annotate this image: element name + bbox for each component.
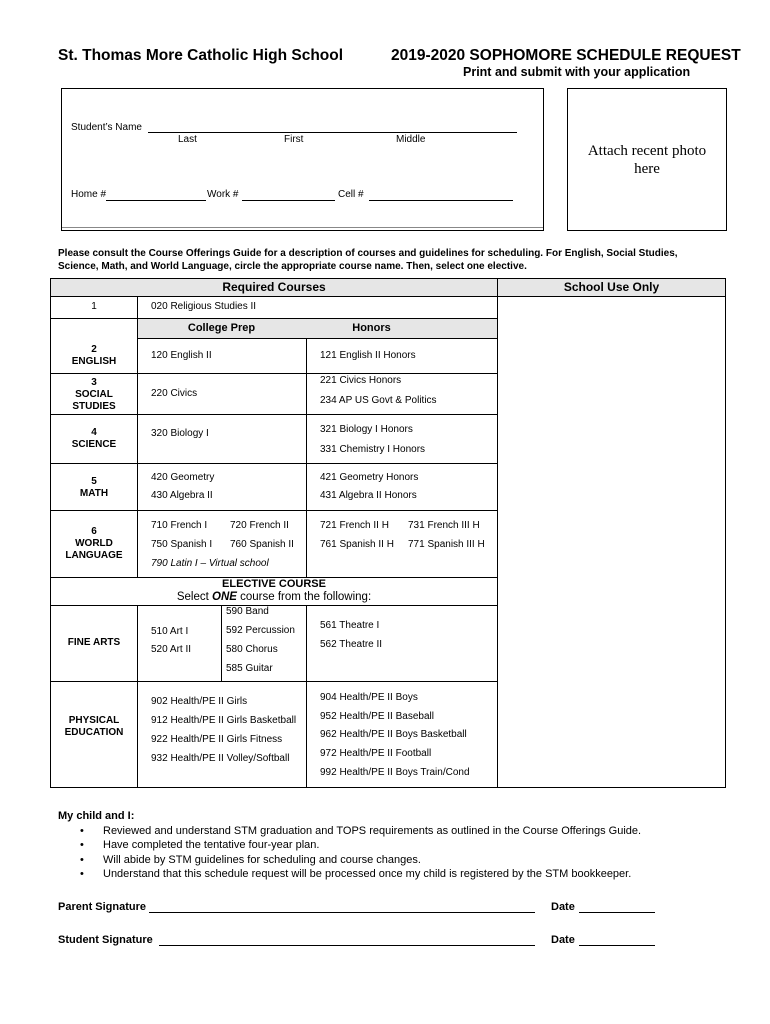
science-category: 4 SCIENCE: [71, 427, 117, 450]
language-honors-course[interactable]: 761 Spanish II H: [320, 539, 394, 550]
student-date-label: Date: [551, 934, 575, 946]
agreement-item: • Have completed the tentative four-year plan.: [80, 838, 641, 852]
honors-header: Honors: [352, 322, 391, 334]
elective-title: ELECTIVE COURSE: [222, 578, 326, 590]
row-line: [50, 414, 498, 415]
first-label: First: [284, 134, 304, 145]
pe-boys-course[interactable]: 952 Health/PE II Baseball: [320, 711, 434, 722]
language-honors-course[interactable]: 731 French III H: [408, 520, 480, 531]
fine-arts-course[interactable]: 590 Band: [226, 606, 269, 617]
physical-education-category: PHYSICAL EDUCATION: [64, 715, 124, 738]
student-signature-field[interactable]: [159, 945, 535, 946]
fine-arts-course[interactable]: 520 Art II: [151, 644, 192, 655]
row-line: [50, 373, 498, 374]
fine-arts-course[interactable]: 580 Chorus: [226, 644, 278, 655]
home-phone-label: Home #: [71, 189, 107, 200]
fine-arts-course[interactable]: 561 Theatre I: [320, 620, 380, 631]
social-studies-category: 3 SOCIAL STUDIES: [72, 377, 116, 412]
english-honors-course[interactable]: 121 English II Honors: [320, 350, 416, 361]
parent-date-field[interactable]: [579, 912, 655, 913]
row-line: [50, 318, 498, 319]
fine-arts-course[interactable]: 562 Theatre II: [320, 639, 383, 650]
pe-boys-course[interactable]: 962 Health/PE II Boys Basketball: [320, 729, 467, 740]
college-prep-header: College Prep: [187, 322, 256, 334]
parent-date-label: Date: [551, 901, 575, 913]
elective-instruction-pre: Select: [176, 591, 212, 603]
fine-arts-category: FINE ARTS: [67, 637, 121, 648]
row-line: [50, 605, 498, 606]
fine-arts-course[interactable]: 510 Art I: [151, 626, 189, 637]
elective-instruction-one: ONE: [212, 591, 237, 603]
divider: [62, 227, 543, 228]
pe-boys-course[interactable]: 992 Health/PE II Boys Train/Cond: [320, 767, 470, 778]
science-honors-course-1[interactable]: 321 Biology I Honors: [320, 424, 413, 435]
elective-instruction-post: course from the following:: [236, 591, 372, 603]
work-phone-label: Work #: [207, 189, 239, 200]
social-cp-course[interactable]: 220 Civics: [151, 388, 198, 399]
world-language-category: 6 WORLD LANGUAGE: [65, 526, 123, 561]
language-honors-course[interactable]: 771 Spanish III H: [408, 539, 485, 550]
language-cp-course[interactable]: 760 Spanish II: [230, 539, 294, 550]
language-honors-course[interactable]: 721 French II H: [320, 520, 389, 531]
last-label: Last: [178, 134, 197, 145]
row-line: [50, 681, 498, 682]
language-cp-course[interactable]: 720 French II: [230, 520, 289, 531]
form-subtitle: Print and submit with your application: [463, 65, 691, 79]
fine-arts-course[interactable]: 585 Guitar: [226, 663, 273, 674]
middle-label: Middle: [396, 134, 426, 145]
school-use-header: School Use Only: [563, 280, 660, 294]
home-phone-field[interactable]: [106, 200, 206, 201]
photo-box: Attach recent photo here: [567, 88, 727, 231]
student-name-label: Student’s Name: [71, 122, 142, 133]
school-name: St. Thomas More Catholic High School: [58, 47, 344, 64]
cell-phone-label: Cell #: [338, 189, 364, 200]
table-border-top: [50, 278, 726, 279]
table-border-bottom: [50, 787, 726, 788]
row-line: [50, 296, 726, 297]
math-cp-course-2[interactable]: 430 Algebra II: [151, 490, 213, 501]
agreement-item: • Reviewed and understand STM graduation and TOPS requirements as outlined in the Course Offerings Guide.: [80, 824, 641, 838]
table-border-right: [725, 278, 726, 788]
math-honors-course-1[interactable]: 421 Geometry Honors: [320, 472, 419, 483]
required-courses-header: Required Courses: [222, 280, 326, 294]
social-honors-course-2[interactable]: 234 AP US Govt & Politics: [320, 395, 437, 406]
english-cp-course[interactable]: 120 English II: [151, 350, 212, 361]
english-category: 2 ENGLISH: [71, 344, 117, 367]
agreement-title: My child and I:: [58, 810, 135, 822]
language-cp-course-latin[interactable]: 790 Latin I – Virtual school: [151, 558, 269, 569]
music-theatre-separator: [306, 605, 307, 787]
parent-signature-label: Parent Signature: [58, 901, 147, 913]
religion-number: 1: [91, 301, 97, 312]
school-use-separator: [497, 278, 498, 788]
art-music-separator: [221, 605, 222, 681]
row-line: [50, 463, 498, 464]
pe-boys-course[interactable]: 904 Health/PE II Boys: [320, 692, 418, 703]
agreement-list: [80, 824, 641, 881]
student-date-field[interactable]: [579, 945, 655, 946]
math-cp-course-1[interactable]: 420 Geometry: [151, 472, 215, 483]
student-info-box: [61, 88, 544, 231]
science-cp-course[interactable]: 320 Biology I: [151, 428, 209, 439]
row-line: [137, 338, 498, 339]
agreement-item: • Understand that this schedule request will be processed once my child is registered by the STM bookkeeper.: [80, 867, 641, 881]
math-category: 5 MATH: [79, 476, 109, 499]
form-title: 2019-2020 SOPHOMORE SCHEDULE REQUEST: [391, 47, 741, 64]
elective-instruction: [51, 591, 497, 603]
row-line: [50, 510, 498, 511]
pe-boys-course[interactable]: 972 Health/PE II Football: [320, 748, 432, 759]
math-honors-course-2[interactable]: 431 Algebra II Honors: [320, 490, 417, 501]
student-signature-label: Student Signature: [58, 934, 153, 946]
pe-girls-course[interactable]: 902 Health/PE II Girls: [151, 696, 248, 707]
pe-girls-course[interactable]: 912 Health/PE II Girls Basketball: [151, 715, 297, 726]
agreement-item: • Will abide by STM guidelines for scheduling and course changes.: [80, 853, 641, 867]
fine-arts-course[interactable]: 592 Percussion: [226, 625, 295, 636]
cp-honors-separator: [306, 338, 307, 578]
category-separator-elective: [137, 605, 138, 787]
language-cp-course[interactable]: 710 French I: [151, 520, 208, 531]
religion-course[interactable]: 020 Religious Studies II: [151, 301, 257, 312]
pe-girls-course[interactable]: 922 Health/PE II Girls Fitness: [151, 734, 283, 745]
social-honors-course-1[interactable]: 221 Civics Honors: [320, 375, 402, 386]
science-honors-course-2[interactable]: 331 Chemistry I Honors: [320, 444, 426, 455]
cell-phone-field[interactable]: [369, 200, 513, 201]
pe-girls-course[interactable]: 932 Health/PE II Volley/Softball: [151, 753, 290, 764]
work-phone-field[interactable]: [242, 200, 335, 201]
instructions-text: Please consult the Course Offerings Guide for a description of courses and guidelines for scheduling. For English, Social Studies, Science, Math, and World Language, circle the appropriate course name. Then, select one elective.: [58, 248, 678, 272]
language-cp-course[interactable]: 750 Spanish I: [151, 539, 213, 550]
student-name-field[interactable]: [148, 132, 517, 133]
parent-signature-field[interactable]: [149, 912, 535, 913]
